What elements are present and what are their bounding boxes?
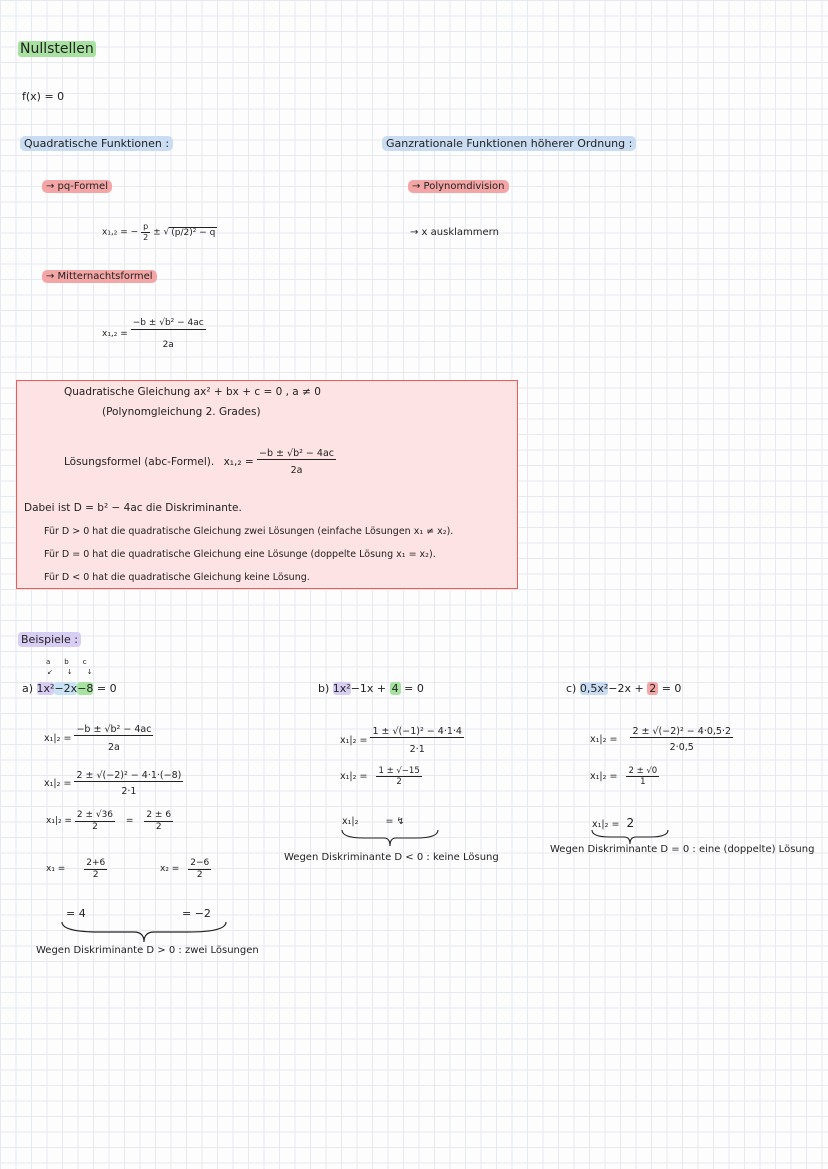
ex-c-step-3: x₁|₂ = 2 — [592, 816, 635, 830]
page-title: Nullstellen — [20, 41, 94, 57]
ex-c-step-1: x₁|₂ = $\frac{\text{2 ± √(−2)² − 4·0,5·2}}{2\cdot 0,5}$ — [590, 726, 732, 754]
ex-a-brace — [60, 920, 228, 944]
box-formula: Lösungsformel (abc-Formel). x₁,₂ = $\frac{\text{−b ± √b² − 4ac}}{2a}$ — [64, 448, 335, 477]
ausklammern-item: → x ausklammern — [410, 227, 499, 238]
ex-c-equation: c) 0,5x²−2x + 2 = 0 — [566, 682, 682, 695]
pq-formula: x₁,₂ = − $\frac{p}{2}$ ± √ (p/2)² − q — [102, 222, 216, 242]
box-discriminant: Dabei ist D = b² − 4ac die Diskriminante. — [24, 502, 242, 514]
higher-order-heading: Ganzrationale Funktionen höherer Ordnung : — [382, 137, 636, 150]
ex-a-arrows: ↙↓↓ — [47, 668, 107, 676]
ex-a-step-3: x₁|₂ = $\frac{2 \pm √36}{2}$ = $\frac{2 \pm 6}{2}$ — [46, 810, 172, 832]
box-line-1: Quadratische Gleichung ax² + bx + c = 0 , a ≠ 0 — [64, 386, 321, 398]
ex-a-x1-result: = 4 — [66, 907, 86, 920]
ex-a-step-1: x₁|₂ = $\frac{\text{−b ± √b² − 4ac}}{2a}$ — [44, 724, 152, 754]
ex-b-step-1: x₁|₂ = $\frac{\text{1 ± √(−1)² − 4·1·4}}{2\cdot 1}$ — [340, 726, 462, 756]
box-case-2: Für D = 0 hat die quadratische Gleichung eine Lösunge (doppelte Lösung x₁ = x₂). — [44, 549, 436, 560]
box-case-1: Für D > 0 hat die quadratische Gleichung zwei Lösungen (einfache Lösungen x₁ ≠ x₂). — [44, 526, 454, 537]
ex-b-equation: b) 1x²−1x + 4 = 0 — [318, 682, 424, 695]
ex-b-brace — [340, 828, 440, 848]
ex-a-conclusion: Wegen Diskriminante D > 0 : zwei Lösungen — [36, 945, 259, 956]
ex-c-step-2: x₁|₂ = $\frac{2 \pm √0}{1}$ — [590, 766, 658, 788]
ex-a-step-2: x₁|₂ = $\frac{\text{2 ± √(−2)² − 4·1·(−8)}}{2\cdot 1}$ — [44, 770, 182, 798]
ex-a-coeff-letters: abc — [46, 658, 101, 666]
ex-c-conclusion: Wegen Diskriminante D = 0 : eine (doppelte) Lösung — [550, 844, 815, 855]
mitternacht-label: → Mitternachtsformel — [42, 271, 157, 283]
examples-heading: Beispiele : — [18, 633, 81, 646]
polynomdivision-item: → Polynomdivision — [408, 181, 509, 193]
box-case-3: Für D < 0 hat die quadratische Gleichung keine Lösung. — [44, 572, 310, 583]
ex-b-step-2: x₁|₂ = $\frac{1 \pm √-15}{2}$ — [340, 766, 420, 788]
mitternacht-formula: x₁,₂ = $\frac{\text{−b ± √b² − 4ac}}{2a}$ — [102, 318, 204, 350]
ex-a-x2: x₂ = $\frac{2-6}{2}$ — [160, 858, 210, 880]
ex-b-conclusion: Wegen Diskriminante D < 0 : keine Lösung — [284, 852, 499, 863]
ex-a-equation: a) 1x²−2x−8 = 0 — [22, 682, 117, 695]
box-line-2: (Polynomgleichung 2. Grades) — [102, 406, 261, 418]
pq-formula-label: → pq-Formel — [42, 181, 112, 193]
quadratic-heading: Quadratische Funktionen : — [20, 137, 173, 150]
ex-a-x1: x₁ = $\frac{2+6}{2}$ — [46, 858, 106, 880]
ex-a-x2-result: = −2 — [182, 907, 211, 920]
ex-b-step-3: x₁|₂ = ↯ — [342, 816, 405, 827]
zero-condition: f(x) = 0 — [22, 90, 65, 103]
